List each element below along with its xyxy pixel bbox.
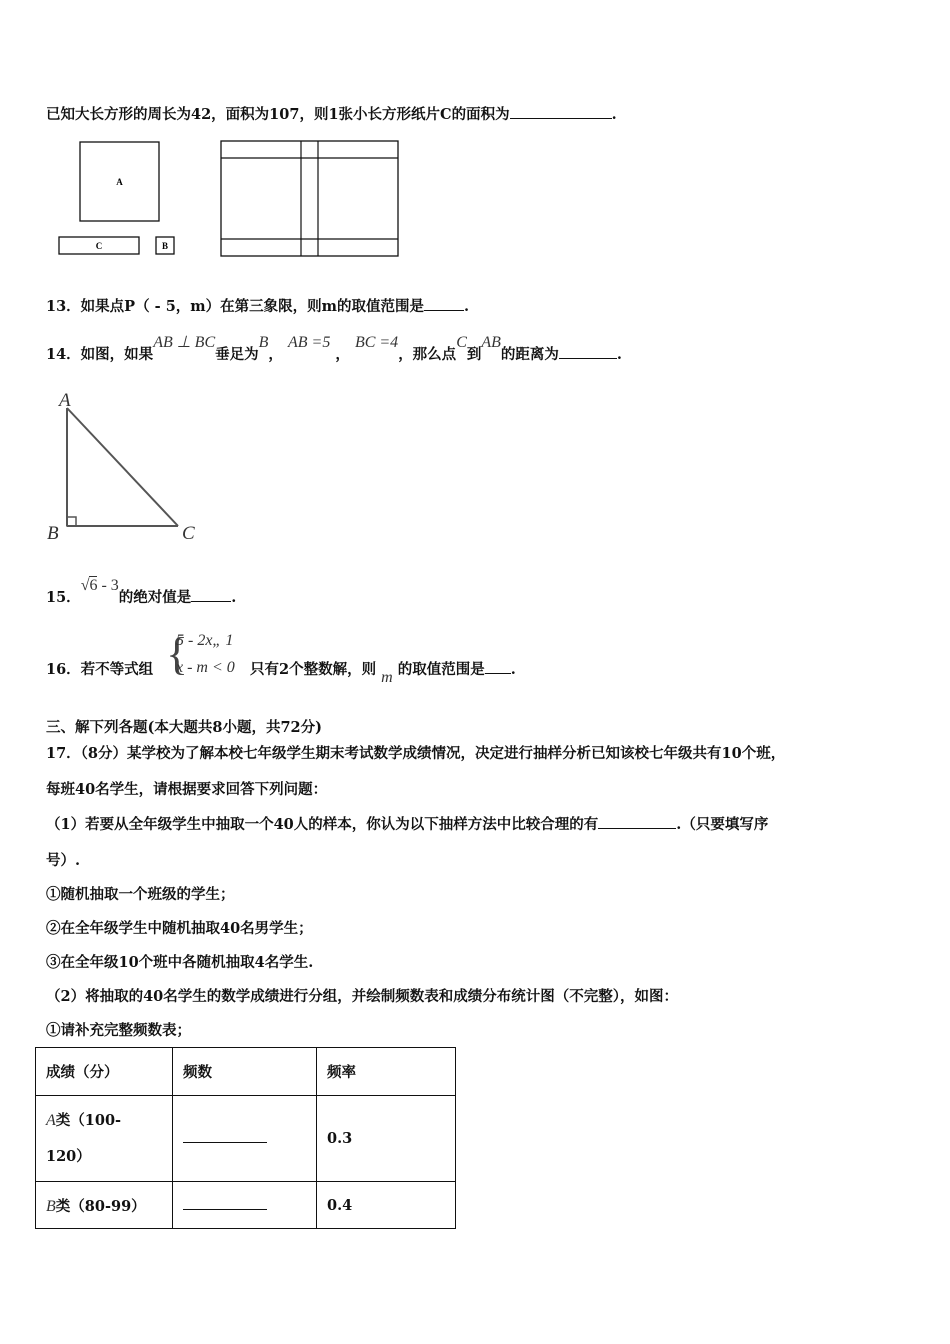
- answer-blank: [510, 117, 612, 119]
- frequency-cell: 0.3: [317, 1096, 456, 1182]
- q17-option-1: ①随机抽取一个班级的学生；: [46, 886, 235, 903]
- q15-text: 15．√6 - 3的绝对值是 .: [46, 577, 237, 606]
- header-score: 成绩（分）: [36, 1048, 173, 1096]
- table-row: [36, 1096, 456, 1182]
- header-frequency: 频率: [317, 1048, 456, 1096]
- q12-text: 已知大长方形的周长为42，面积为107，则1张小长方形纸片C的面积为 .: [46, 106, 617, 123]
- q13-text: 13．如果点P（ - 5，m）在第三象限，则m的取值范围是 .: [46, 298, 470, 315]
- answer-blank: [485, 672, 511, 674]
- answer-blank: [424, 309, 464, 311]
- count-cell[interactable]: [173, 1182, 317, 1229]
- label-b: B: [161, 241, 169, 251]
- answer-blank[interactable]: [183, 1141, 267, 1143]
- q17-option-2: ②在全年级学生中随机抽取40名男学生；: [46, 920, 313, 937]
- frequency-cell: 0.4: [317, 1182, 456, 1229]
- answer-blank: [559, 357, 617, 359]
- answer-blank: [598, 827, 676, 829]
- q17-sub1: ①请补充完整频数表；: [46, 1022, 191, 1039]
- answer-blank: [191, 600, 231, 602]
- q16-text: 16．若不等式组: [46, 661, 154, 678]
- q17-line2: 每班40名学生，请根据要求回答下列问题：: [46, 781, 328, 798]
- label-a: A: [116, 177, 123, 187]
- frequency-table: [35, 1047, 456, 1229]
- table-row: [36, 1182, 456, 1229]
- vertex-b-label: B: [47, 523, 59, 544]
- vertex-c-label: C: [182, 523, 195, 544]
- section-heading: 三、解下列各题(本大题共8小题，共72分): [46, 719, 322, 736]
- rectangle-figure: [55, 138, 415, 263]
- left-brace: {: [166, 628, 189, 679]
- q14-text: 14．如图，如果AB ⊥ BC垂足为B， AB =5 ， BC =4，那么点C到AB的距离为 .: [46, 334, 622, 363]
- answer-blank[interactable]: [183, 1208, 267, 1210]
- label-c: C: [95, 241, 103, 251]
- q17-line4: 号）.: [46, 852, 81, 869]
- table-header-row: [36, 1048, 456, 1096]
- q17-part2: （2）将抽取的40名学生的数学成绩进行分组，并绘制频数表和成绩分布统计图（不完整），如图：: [46, 988, 679, 1005]
- header-count: 频数: [173, 1048, 317, 1096]
- sqrt-expression: √6 - 3: [80, 577, 119, 594]
- q16-text-rest: 只有2个整数解，则 m 的取值范围是 .: [250, 661, 516, 686]
- category-cell: A类（100- 120）: [36, 1096, 173, 1182]
- vertex-a-label: A: [59, 390, 71, 411]
- q17-line1: 17．（8分）某学校为了解本校七年级学生期末考试数学成绩情况，决定进行抽样分析已知该校七年级共有10个班，: [46, 745, 786, 762]
- q17-option-3: ③在全年级10个班中各随机抽取4名学生.: [46, 954, 314, 971]
- count-cell[interactable]: [173, 1096, 317, 1182]
- inequality-system: { 5 - 2x„ 1 x - m < 0: [166, 628, 235, 679]
- q17-line3: （1）若要从全年级学生中抽取一个40人的样本，你认为以下抽样方法中比较合理的有 .（只要填写序: [46, 816, 769, 833]
- right-angle-mark: [67, 517, 76, 526]
- triangle-figure: [40, 386, 210, 548]
- category-cell: B类（80-99）: [36, 1182, 173, 1229]
